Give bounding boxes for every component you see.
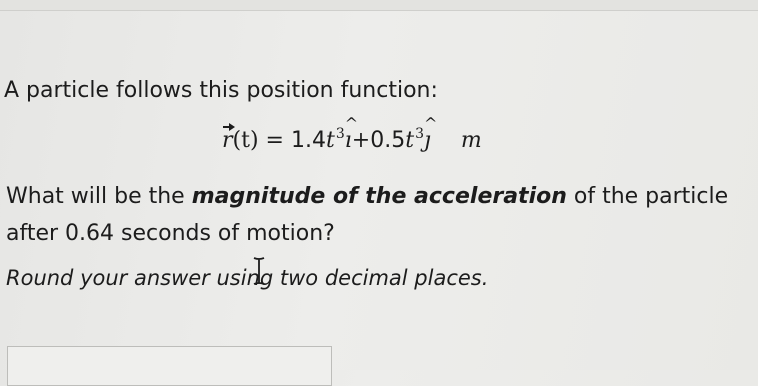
equation-units: m — [460, 128, 482, 153]
coefficient-i: 1.4 — [290, 128, 326, 153]
question-pre: What will be the — [6, 184, 192, 209]
unit-vector-j: ^ ȷ — [424, 128, 431, 153]
answer-input[interactable] — [7, 346, 332, 386]
problem-intro: A particle follows this position function: — [4, 78, 438, 103]
time-variable-j: t — [405, 128, 415, 153]
exponent-i: 3 — [335, 126, 345, 142]
text-cursor-icon — [251, 256, 267, 286]
unit-vector-i: ^ ı — [345, 128, 352, 153]
exponent-j: 3 — [415, 126, 424, 142]
time-variable-i: t — [325, 128, 335, 153]
position-vector: r — [222, 128, 233, 153]
question-emphasis: magnitude of the acceleration — [191, 184, 567, 209]
question-post: of the particle after 0.64 seconds of motion? — [6, 184, 729, 246]
question-text — [6, 178, 746, 252]
plus-sign: + — [351, 128, 371, 153]
coefficient-j: 0.5 — [370, 128, 406, 153]
position-equation — [222, 126, 482, 153]
rounding-instruction: Round your answer using two decimal places. — [6, 266, 489, 290]
equation-lhs: (t) = — [232, 128, 291, 153]
top-border — [0, 0, 758, 11]
